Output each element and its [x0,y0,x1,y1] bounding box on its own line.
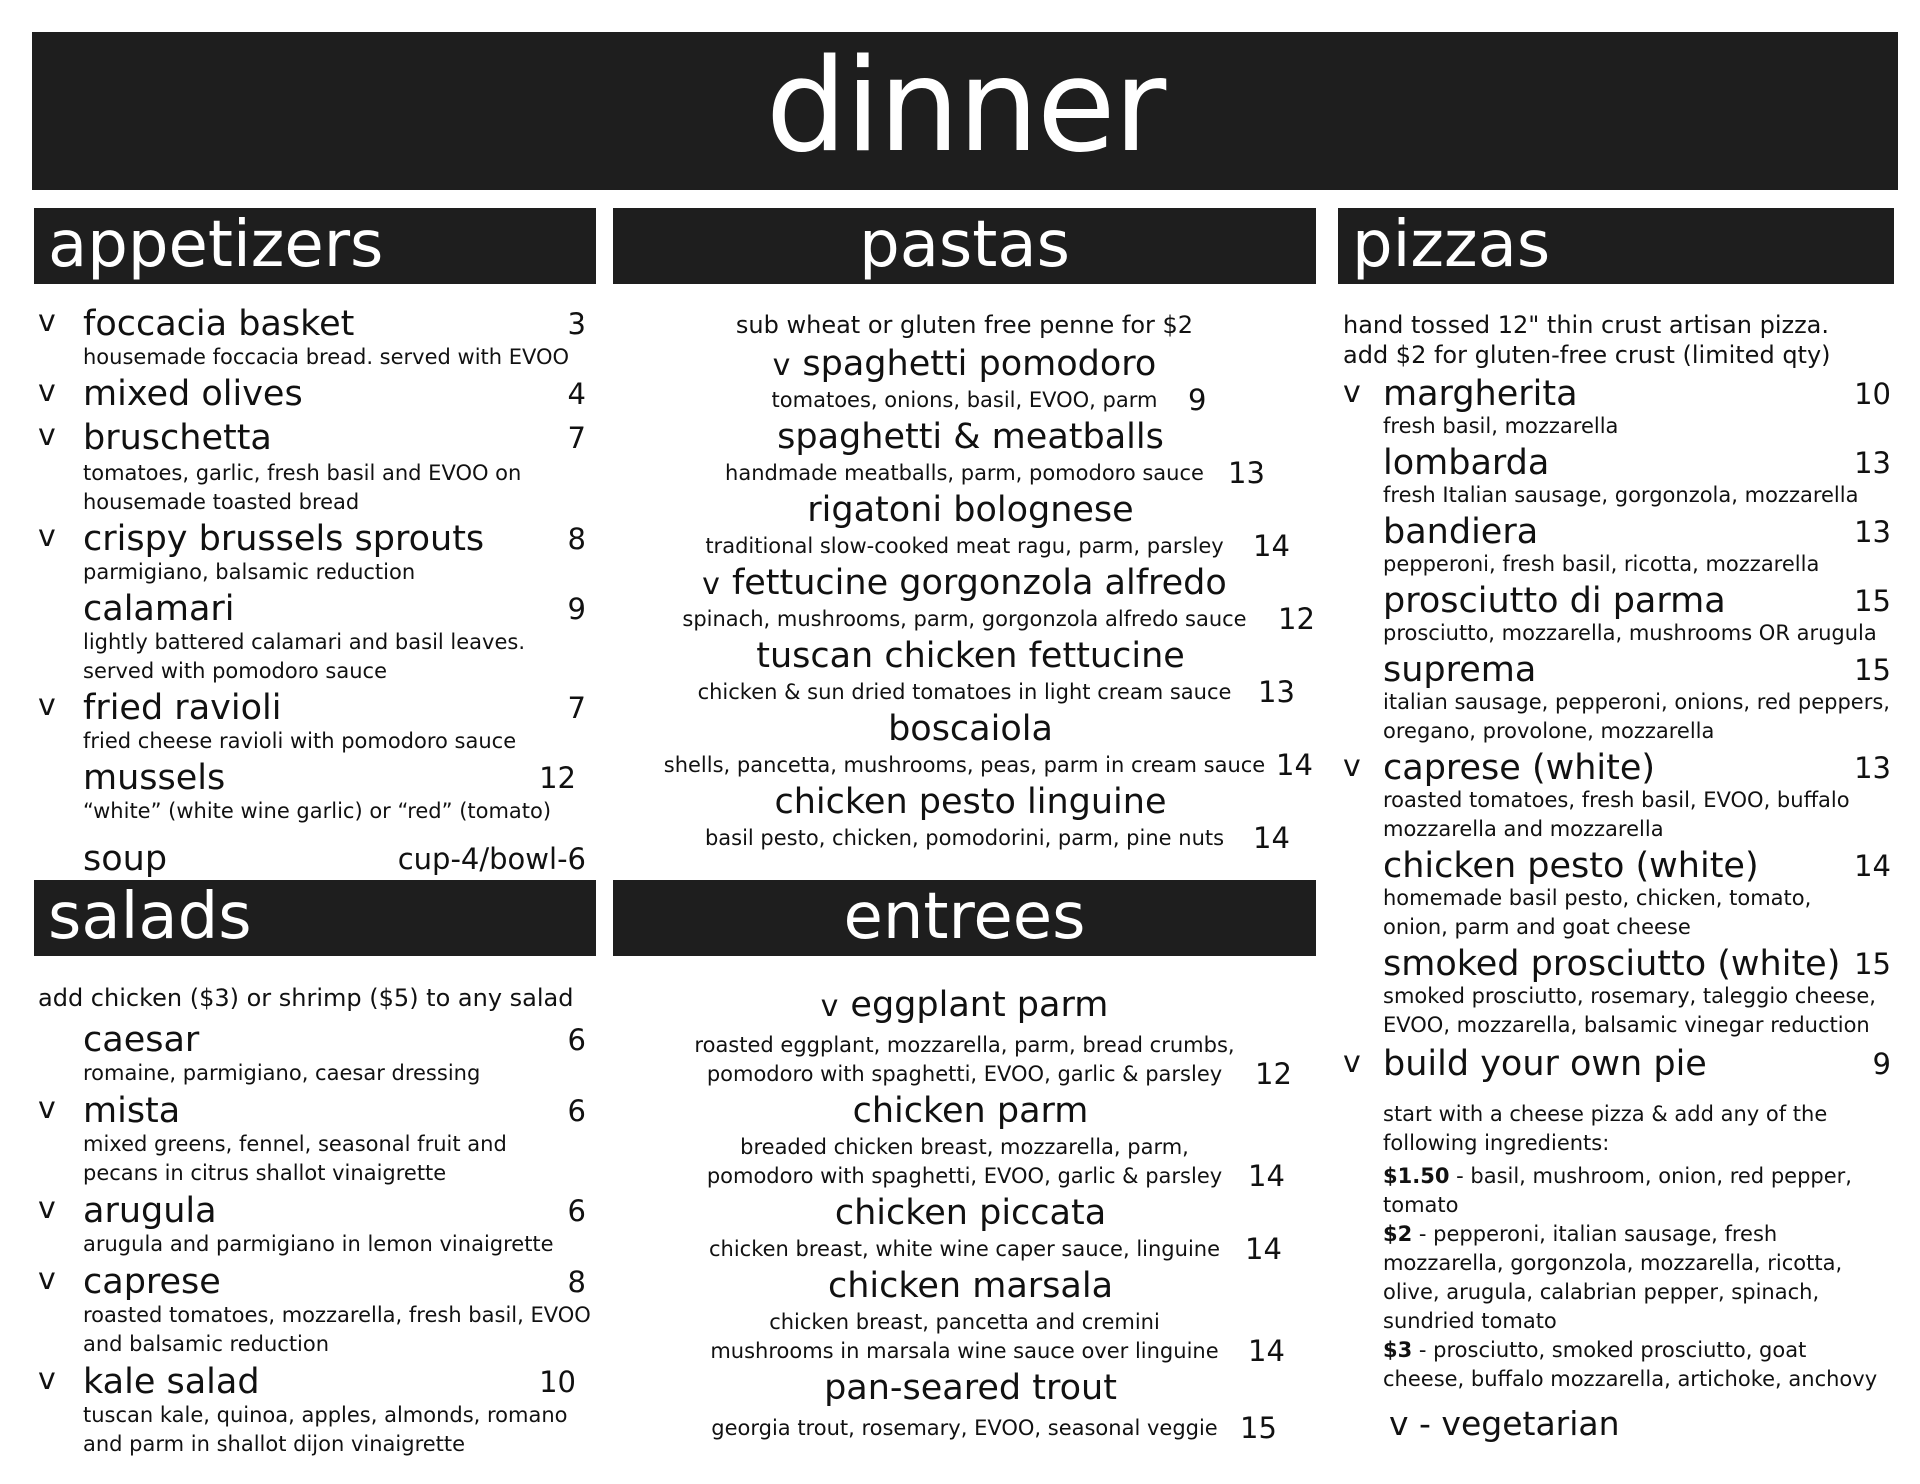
byo-tier-text: cheese, buffalo mozzarella, artichoke, anchovy [1383,1367,1878,1391]
item-description: shells, pancetta, mushrooms, peas, parm in cream sauce [663,753,1266,777]
item-price: cup-4/bowl-6 [397,842,586,876]
vegetarian-marker: v [702,567,720,602]
byo-tier-price: $3 [1383,1338,1413,1362]
item-name: chicken pesto (white) [1383,846,1759,886]
item-description: georgia trout, rosemary, EVOO, seasonal veggie [711,1416,1218,1440]
item-description: roasted eggplant, mozzarella, parm, bread crumbs, [694,1033,1235,1057]
item-description: pepperoni, fresh basil, ricotta, mozzarella [1383,552,1820,576]
item-name: suprema [1383,650,1537,690]
item-description: “white” (white wine garlic) or “red” (tomato) [83,799,552,823]
item-name: bandiera [1383,512,1539,552]
item-description: oregano, provolone, mozzarella [1383,719,1715,743]
item-name: fettucine gorgonzola alfredo [731,563,1227,603]
item-description: fresh Italian sausage, gorgonzola, mozzarella [1383,483,1859,507]
menu-item [613,1091,1316,1191]
byo-tier-text: mozzarella, gorgonzola, mozzarella, ricotta, [1383,1251,1843,1275]
byo-tier-text: - prosciutto, smoked prosciutto, goat [1412,1338,1807,1362]
menu-item [38,520,586,587]
item-price: 9 [567,592,586,626]
byo-tier-text: sundried tomato [1383,1309,1557,1333]
item-price: 12 [1278,602,1315,636]
item-price: 14 [1248,1159,1285,1193]
section-note: add $2 for gluten-free crust (limited qty) [1343,341,1831,369]
item-description: chicken & sun dried tomatoes in light cream sauce [697,680,1232,704]
item-price: 6 [567,1094,586,1128]
menu-item [1343,650,1891,746]
vegetarian-marker: v [820,989,839,1024]
byo-tier-2 [1383,1220,1891,1249]
item-description: fresh basil, mozzarella [1383,414,1619,438]
appetizers-list [38,304,586,879]
item-price: 14 [1248,1334,1285,1368]
item-price: 13 [1854,515,1891,549]
menu-item [1343,748,1891,844]
item-description: arugula and parmigiano in lemon vinaigrette [83,1232,554,1256]
item-price: 13 [1854,446,1891,480]
menu-item [1343,944,1891,1040]
menu-item [613,1368,1316,1443]
item-description: handmade meatballs, parm, pomodoro sauce [725,461,1204,485]
page-title: dinner [32,32,1898,190]
menu-item [1343,374,1891,441]
menu-item [38,419,586,517]
vegetarian-legend: v - vegetarian [1389,1404,1620,1443]
item-name: caprese [83,1262,221,1302]
section-header-entrees: entrees [613,880,1316,956]
menu-item [38,374,586,414]
item-description: served with pomodoro sauce [83,659,388,683]
item-price: 7 [567,691,586,725]
item-name: chicken piccata [834,1193,1107,1233]
menu-item [38,689,586,756]
item-price: 9 [1872,1047,1891,1081]
byo-tier-price: $1.50 [1383,1164,1450,1188]
item-description: chicken breast, pancetta and cremini [769,1310,1160,1334]
item-price: 14 [1276,748,1313,782]
menu-item [613,417,1316,488]
item-description: housemade toasted bread [83,490,360,514]
vegetarian-marker: v [38,304,56,339]
byo-tier-text: tomato [1383,1193,1459,1217]
item-description: and parm in shallot dijon vinaigrette [83,1432,466,1456]
item-name: mussels [83,758,226,798]
item-description: and balsamic reduction [83,1332,330,1356]
item-name: chicken pesto linguine [774,782,1167,822]
item-price: 9 [1188,383,1207,417]
item-description: onion, parm and goat cheese [1383,915,1691,939]
byo-tier-text: - pepperoni, italian sausage, fresh [1412,1222,1778,1246]
item-name: spaghetti & meatballs [777,417,1164,457]
byo-tier-1 [1383,1162,1891,1191]
section-note: hand tossed 12" thin crust artisan pizza. [1343,311,1830,339]
item-price: 7 [567,421,586,455]
menu-item [38,1192,586,1259]
item-price: 10 [1854,377,1891,411]
item-name: mista [83,1091,181,1131]
item-description: housemade foccacia bread. served with EVOO [83,345,570,369]
item-description: romaine, parmigiano, caesar dressing [83,1061,481,1085]
vegetarian-marker: v [772,348,791,383]
vegetarian-marker: v [38,688,56,723]
item-price: 8 [567,522,586,556]
item-name: mixed olives [83,374,303,414]
item-name: crispy brussels sprouts [83,519,485,559]
item-price: 14 [1253,821,1290,855]
item-price: 8 [567,1265,586,1299]
menu-item [1343,443,1891,510]
menu-item [1343,1044,1891,1082]
item-price: 6 [567,1023,586,1057]
item-name: arugula [83,1191,217,1231]
byo-tier-3 [1383,1336,1891,1365]
item-description: roasted tomatoes, mozzarella, fresh basil, EVOO [83,1303,591,1327]
menu-item [38,1262,591,1359]
vegetarian-marker: v [38,1091,56,1126]
item-description: pecans in citrus shallot vinaigrette [83,1161,447,1185]
item-price: 14 [1854,849,1891,883]
salads-list [38,983,591,1459]
vegetarian-marker: v [38,374,56,409]
menu-item [613,490,1316,561]
item-price: 13 [1854,751,1891,785]
item-name: calamari [83,589,235,629]
item-name: lombarda [1383,443,1550,483]
byo-tier-text: - basil, mushroom, onion, red pepper, [1449,1164,1852,1188]
item-description: mushrooms in marsala wine sauce over linguine [710,1339,1219,1363]
build-your-own-details [1343,1100,1891,1394]
byo-intro: start with a cheese pizza & add any of the [1383,1102,1828,1126]
menu-item [613,782,1316,853]
item-name: spaghetti pomodoro [802,344,1157,384]
menu-item [38,305,586,372]
item-name: smoked prosciutto (white) [1383,944,1841,984]
item-price: 13 [1258,675,1295,709]
item-description: homemade basil pesto, chicken, tomato, [1383,886,1812,910]
item-name: tuscan chicken fettucine [756,636,1185,676]
item-description: parmigiano, balsamic reduction [83,560,416,584]
item-name: foccacia basket [83,304,355,344]
menu-item [613,709,1316,780]
item-price: 15 [1240,1411,1277,1445]
menu-item [38,1363,586,1459]
item-price: 6 [567,1194,586,1228]
menu-item [38,1021,586,1088]
item-price: 3 [567,307,586,341]
item-description: mixed greens, fennel, seasonal fruit and [83,1132,507,1156]
item-name: soup [83,839,168,879]
entrees-list [613,985,1316,1443]
item-name: eggplant parm [850,985,1109,1025]
item-description: tomatoes, garlic, fresh basil and EVOO on [83,461,522,485]
vegetarian-marker: v [1343,375,1361,410]
pastas-list [613,310,1316,853]
item-description: pomodoro with spaghetti, EVOO, garlic & parsley [706,1062,1223,1086]
section-note: add chicken ($3) or shrimp ($5) to any salad [38,984,574,1012]
byo-tier-text: olive, arugula, calabrian pepper, spinach, [1383,1280,1820,1304]
item-description: spinach, mushrooms, parm, gorgonzola alfredo sauce [682,607,1247,631]
item-price: 15 [1854,947,1891,981]
item-description: prosciutto, mozzarella, mushrooms OR arugula [1383,621,1877,645]
item-description: EVOO, mozzarella, balsamic vinegar reduction [1383,1013,1870,1037]
item-description: lightly battered calamari and basil leaves. [83,630,526,654]
menu-item [38,590,586,686]
section-note: sub wheat or gluten free penne for $2 [735,311,1194,339]
menu-item [613,1266,1316,1366]
item-description: smoked prosciutto, rosemary, taleggio cheese, [1383,984,1876,1008]
menu-item [613,344,1316,415]
item-description: chicken breast, white wine caper sauce, linguine [708,1237,1221,1261]
menu-item [1343,581,1891,648]
menu-item [613,563,1316,634]
item-name: fried ravioli [83,688,282,728]
item-description: italian sausage, pepperoni, onions, red peppers, [1383,690,1890,714]
menu-item [613,1193,1316,1264]
item-name: kale salad [83,1362,260,1402]
item-description: fried cheese ravioli with pomodoro sauce [83,729,517,753]
item-description: breaded chicken breast, mozzarella, parm, [740,1135,1189,1159]
menu-item [1343,512,1891,579]
item-description: traditional slow-cooked meat ragu, parm, parsley [705,534,1224,558]
menu-item [613,636,1316,707]
vegetarian-marker: v [38,418,56,453]
item-name: prosciutto di parma [1383,581,1726,621]
item-description: tuscan kale, quinoa, apples, almonds, romano [83,1403,568,1427]
vegetarian-marker: v [1343,749,1361,784]
item-name: build your own pie [1383,1044,1707,1084]
item-price: 10 [539,1365,576,1399]
menu-item [613,985,1316,1089]
item-price: 15 [1854,653,1891,687]
byo-tier-price: $2 [1383,1222,1413,1246]
item-price: 12 [539,761,576,795]
menu-item [38,1092,586,1188]
item-name: margherita [1383,374,1578,414]
item-description: roasted tomatoes, fresh basil, EVOO, buffalo [1383,788,1850,812]
vegetarian-marker: v [1343,1045,1361,1080]
item-name: bruschetta [83,418,272,458]
menu-item [1343,846,1891,942]
section-header-pizzas: pizzas [1338,208,1894,284]
vegetarian-marker: v [38,1362,56,1397]
item-name: caprese (white) [1383,748,1656,788]
menu-item [38,759,586,826]
section-header-pastas: pastas [613,208,1316,284]
vegetarian-marker: v [38,1191,56,1226]
item-price: 14 [1253,529,1290,563]
byo-intro: following ingredients: [1383,1131,1610,1155]
item-name: chicken parm [852,1091,1089,1131]
item-description: pomodoro with spaghetti, EVOO, garlic & parsley [706,1164,1223,1188]
vegetarian-marker: v [38,1262,56,1297]
menu-item [38,839,586,879]
item-price: 15 [1854,584,1891,618]
item-name: rigatoni bolognese [807,490,1134,530]
section-header-appetizers: appetizers [34,208,596,284]
item-description: tomatoes, onions, basil, EVOO, parm [771,388,1158,412]
item-name: boscaiola [888,709,1053,749]
item-name: caesar [83,1020,200,1060]
vegetarian-marker: v [38,519,56,554]
item-price: 12 [1255,1057,1292,1091]
item-name: chicken marsala [827,1266,1114,1306]
section-header-salads: salads [34,880,596,956]
item-description: mozzarella and mozzarella [1383,817,1664,841]
pizzas-list [1343,310,1891,1444]
item-description: basil pesto, chicken, pomodorini, parm, pine nuts [704,826,1225,850]
item-price: 14 [1245,1232,1282,1266]
item-price: 4 [567,377,586,411]
item-name: pan-seared trout [824,1368,1117,1408]
item-price: 13 [1228,456,1265,490]
